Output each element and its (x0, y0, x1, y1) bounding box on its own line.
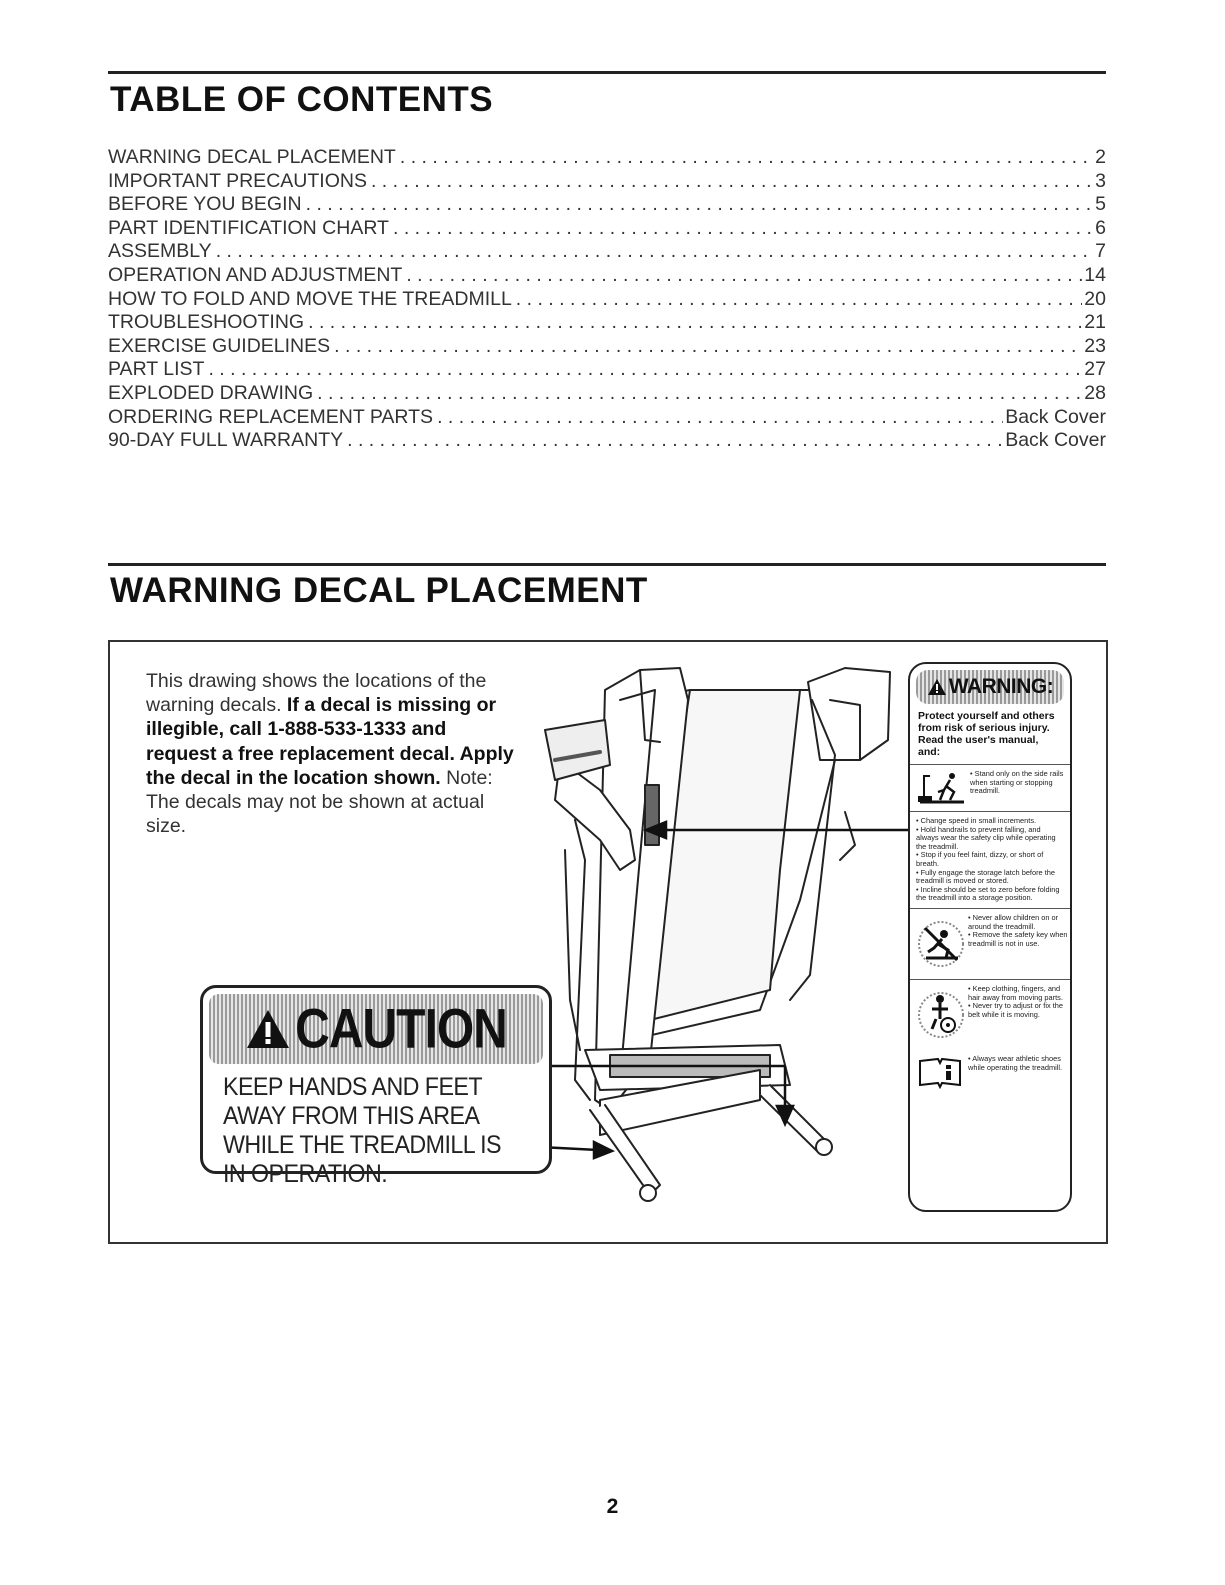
warning-text-8: • Remove the safety key when treadmill is not in use. (968, 930, 1068, 948)
toc-entry-title: BEFORE YOU BEGIN (108, 193, 302, 216)
warning-text-5: • Fully engage the storage latch before the treadmill is moved or stored. (916, 867, 1055, 886)
toc-entry-title: PART IDENTIFICATION CHART (108, 216, 389, 239)
warning-text-10: • Never try to adjust or fix the belt while it is moving. (968, 1001, 1064, 1019)
warning-text-4: • Stop if you feel faint, dizzy, or short of breath. (916, 850, 1044, 868)
toc-entry-title: ORDERING REPLACEMENT PARTS (108, 405, 434, 428)
warning-triangle-icon (927, 678, 947, 696)
toc-entry-page: 27 (1084, 358, 1106, 381)
toc-entry-title: OPERATION AND ADJUSTMENT (108, 263, 403, 286)
read-manual-icon (916, 1055, 966, 1089)
warning-section-children (910, 908, 1070, 979)
warning-text-7: • Never allow children on or around the treadmill. (968, 912, 1059, 931)
toc-entry-page: Back Cover (1005, 405, 1106, 428)
warning-intro: Protect yourself and others from risk of serious injury. Read the user's manual, and: (918, 710, 1055, 758)
toc-entry-page: 6 (1095, 216, 1106, 239)
toc-entry-page: 21 (1084, 311, 1106, 334)
warning-section-shoes (910, 1050, 1070, 1094)
moving-parts-icon (916, 985, 966, 1045)
warning-text-2: • Change speed in small increments. (916, 816, 1037, 825)
person-on-rails-icon (916, 770, 968, 806)
warning-text-3: • Hold handrails to prevent falling, and always wear the safety clip while operating the treadmill. (916, 824, 1056, 851)
toc-entry-title: EXERCISE GUIDELINES (108, 334, 331, 357)
warning-heading: WARNING: (948, 675, 1054, 698)
toc-entry-page: 20 (1084, 287, 1106, 310)
warning-section-general (910, 811, 1070, 908)
toc-entry-title: ASSEMBLY (108, 240, 212, 263)
toc-entry-title: PART LIST (108, 358, 205, 381)
toc-entry-title: HOW TO FOLD AND MOVE THE TREADMILL (108, 287, 512, 310)
warning-text-6: • Incline should be set to zero before folding the treadmill into a storage position. (916, 884, 1060, 903)
toc-entry-title: 90-DAY FULL WARRANTY (108, 429, 344, 452)
caution-decal (200, 985, 552, 1188)
decal-title: WARNING DECAL PLACEMENT (110, 571, 648, 610)
warning-text-1: • Stand only on the side rails when starting or stopping treadmill. (970, 769, 1064, 796)
warning-triangle-icon (245, 1008, 291, 1050)
toc-entry-title: WARNING DECAL PLACEMENT (108, 146, 396, 168)
toc-entry-page: 28 (1084, 381, 1106, 404)
toc-entry-title: EXPLODED DRAWING (108, 381, 314, 404)
toc-entry-page: 5 (1095, 193, 1106, 216)
warning-section-rails (910, 764, 1070, 811)
caution-text: KEEP HANDS AND FEET AWAY FROM THIS AREA WHILE THE TREADMILL IS IN OPERATION. (223, 1073, 501, 1188)
warning-section-moving-parts (910, 979, 1070, 1050)
toc-entry-page: 14 (1084, 263, 1106, 286)
warning-header (916, 670, 1064, 704)
decal-intro: This drawing shows the locations of the warning decals. If a decal is missing or illegible, call 1-888-533-1333 and request a free replacement decal. Apply the decal in the location shown. Note: The decals may not be shown at actual size. (146, 670, 514, 838)
toc-entry-page: 2 (1095, 146, 1106, 168)
no-children-icon (916, 914, 966, 974)
toc-entry-page: 23 (1084, 334, 1106, 357)
toc-entry-page: Back Cover (1005, 429, 1106, 452)
page-number: 2 (606, 1495, 619, 1518)
toc-entry-title: IMPORTANT PRECAUTIONS (108, 169, 367, 192)
toc-entry-title: TROUBLESHOOTING (108, 311, 305, 334)
warning-text-9: • Keep clothing, fingers, and hair away from moving parts. (968, 983, 1063, 1002)
toc-entry-page: 3 (1095, 169, 1106, 192)
caution-heading: CAUTION (295, 998, 507, 1060)
caution-header (209, 994, 543, 1064)
toc-title: TABLE OF CONTENTS (110, 80, 494, 119)
warning-decal (908, 662, 1072, 1212)
toc-entry-page: 7 (1095, 240, 1106, 263)
warning-text-11: • Always wear athletic shoes while operating the treadmill. (968, 1053, 1063, 1072)
